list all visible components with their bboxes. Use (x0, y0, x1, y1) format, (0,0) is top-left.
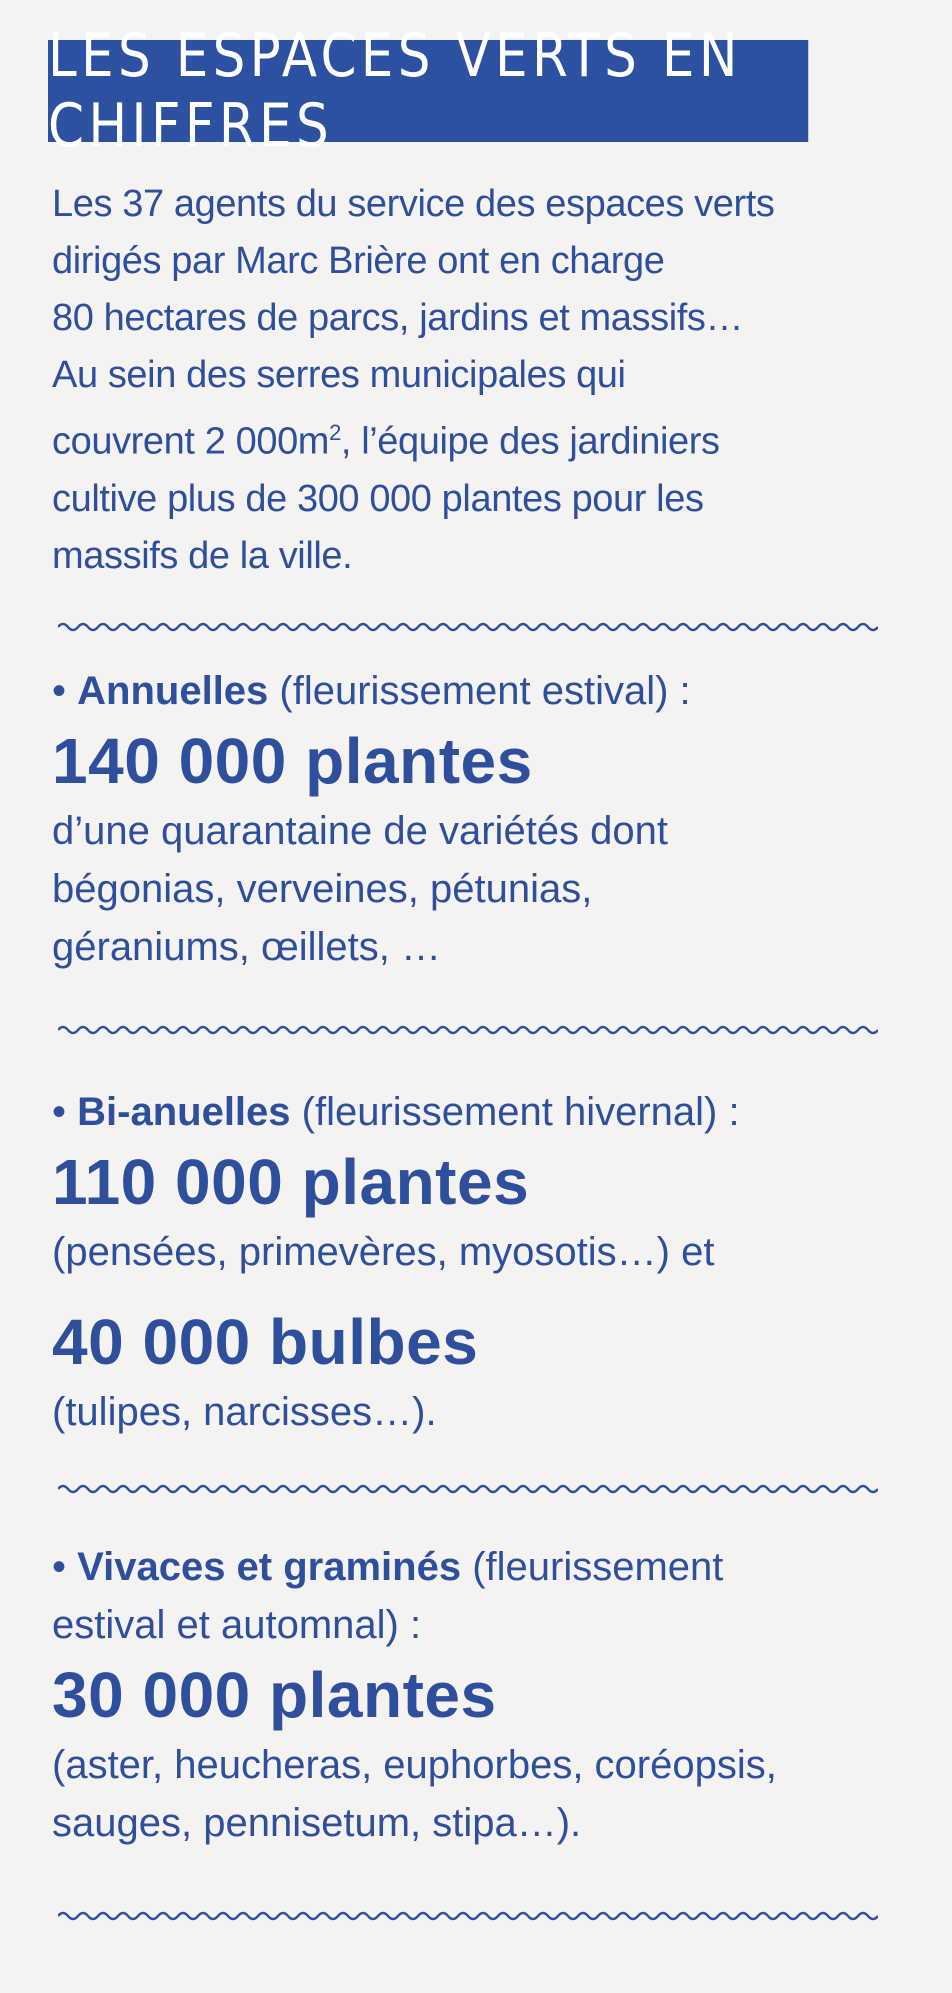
intro-line: cultive plus de 300 000 plantes pour les (52, 477, 704, 520)
intro-line (52, 404, 932, 471)
section-figure: 140 000 plantes (52, 725, 533, 797)
section-desc: géraniums, œillets, … (52, 925, 441, 969)
section-desc: (tulipes, narcisses…). (52, 1390, 437, 1434)
section-label (52, 1083, 932, 1141)
section-desc: sauges, pennisetum, stipa…). (52, 1801, 582, 1845)
section-label (52, 662, 932, 720)
title-banner (48, 21, 808, 161)
section-period-line: estival et automnal) : (52, 1603, 422, 1647)
intro-line: 80 hectares de parcs, jardins et massifs… (52, 297, 744, 339)
wave-divider (58, 1908, 878, 1924)
section-name: Annuelles (77, 669, 269, 713)
wave-divider (58, 1022, 878, 1038)
section-vivaces (52, 1538, 932, 1852)
section-period: (fleurissement estival) : (279, 669, 691, 713)
intro-line: Les 37 agents du service des espaces verts (52, 183, 775, 225)
page-title: LES ESPACES VERTS EN CHIFFRES (48, 21, 742, 161)
superscript: 2 (329, 420, 341, 445)
section-bi-anuelles (52, 1083, 932, 1441)
intro-line: massifs de la ville. (52, 534, 353, 577)
section-desc: d’une quarantaine de variétés dont (52, 809, 669, 853)
section-period: (fleurissement hivernal) : (301, 1090, 740, 1134)
intro-line: dirigés par Marc Brière ont en charge (52, 240, 665, 282)
bullet: • (52, 669, 67, 713)
wave-divider (58, 1481, 878, 1497)
bullet: • (52, 1090, 67, 1134)
section-desc: (aster, heucheras, euphorbes, coréopsis, (52, 1743, 777, 1787)
section-annuelles (52, 662, 932, 976)
intro-text: , l’équipe des jardiniers (340, 420, 720, 463)
section-name: Vivaces et graminés (77, 1545, 462, 1589)
intro-paragraph (52, 176, 932, 585)
section-figure-2: 40 000 bulbes (52, 1306, 479, 1378)
section-label (52, 1538, 932, 1596)
section-name: Bi-anuelles (77, 1090, 291, 1134)
section-desc: bégonias, verveines, pétunias, (52, 867, 593, 911)
section-figure: 30 000 plantes (52, 1659, 497, 1731)
intro-text: couvrent 2 000m (52, 420, 330, 463)
section-figure: 110 000 plantes (52, 1146, 530, 1218)
section-period: (fleurissement (472, 1545, 724, 1589)
intro-line: Au sein des serres municipales qui (52, 354, 626, 396)
section-desc: (pensées, primevères, myosotis…) et (52, 1230, 715, 1274)
bullet: • (52, 1545, 67, 1589)
wave-divider (58, 619, 878, 635)
